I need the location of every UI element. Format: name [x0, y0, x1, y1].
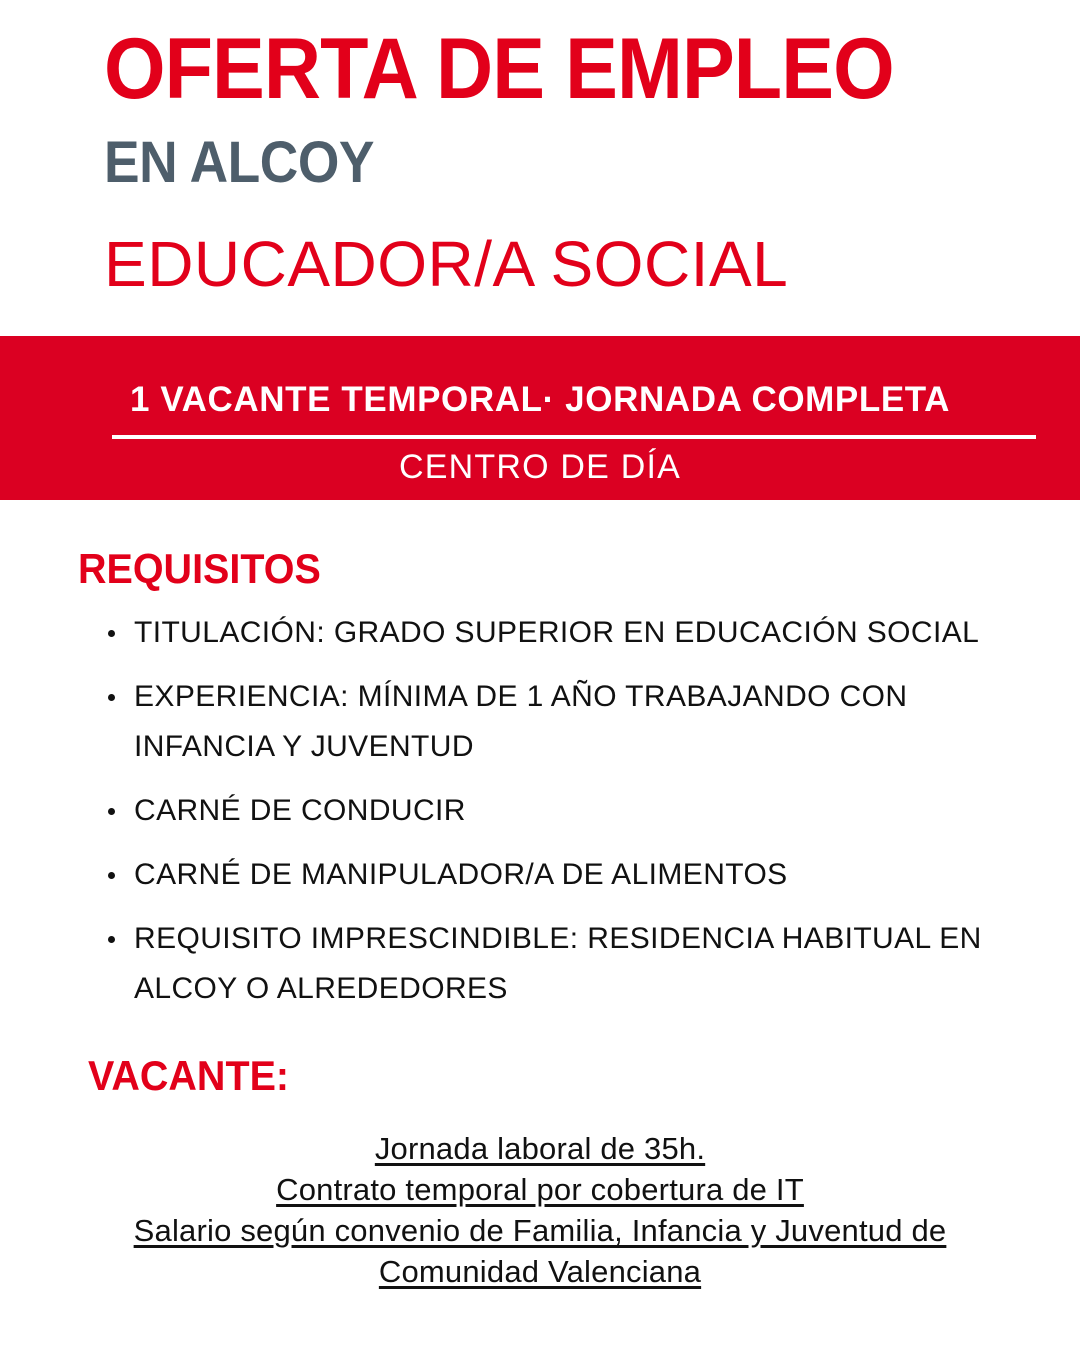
- vacante-detail-text: Jornada laboral de 35h.: [374, 1131, 706, 1166]
- vacante-detail-line: [0, 1251, 1080, 1292]
- vacante-detail-line: [0, 1169, 1080, 1210]
- banner-divider: [112, 435, 1036, 439]
- vacante-detail-line: [0, 1210, 1080, 1251]
- bullet-icon: [108, 808, 115, 815]
- requisito-label: REQUISITO IMPRESCINDIBLE: RESIDENCIA HABITUAL EN ALCOY O ALREDEDORES: [134, 922, 982, 1005]
- vacante-detail-text: Comunidad Valenciana: [378, 1254, 702, 1289]
- requisito-label: CARNÉ DE CONDUCIR: [134, 794, 466, 827]
- requisito-label: EXPERIENCIA: MÍNIMA DE 1 AÑO TRABAJANDO CON INFANCIA Y JUVENTUD: [134, 680, 908, 763]
- banner-headline: 1 VACANTE TEMPORAL· JORNADA COMPLETA: [129, 380, 951, 419]
- requisitos-list: [106, 608, 1036, 1028]
- requisito-item: [106, 850, 1036, 900]
- requisito-label: TITULACIÓN: GRADO SUPERIOR EN EDUCACIÓN SOCIAL: [134, 616, 980, 649]
- requisito-item: [106, 608, 1036, 658]
- bullet-icon: [108, 872, 115, 879]
- bullet-icon: [108, 630, 115, 637]
- bullet-icon: [108, 694, 115, 701]
- requisito-item: [106, 786, 1036, 836]
- requisitos-heading: REQUISITOS: [78, 545, 321, 592]
- vacancy-banner: [0, 336, 1080, 500]
- location-subtitle: EN ALCOY: [104, 130, 375, 195]
- page-title: OFERTA DE EMPLEO: [104, 21, 894, 117]
- bullet-icon: [108, 936, 115, 943]
- vacante-detail-text: Salario según convenio de Familia, Infancia y Juventud de: [133, 1213, 947, 1248]
- banner-subtitle: CENTRO DE DÍA: [399, 448, 681, 486]
- vacante-detail-line: [0, 1128, 1080, 1169]
- vacante-detail-text: Contrato temporal por cobertura de IT: [276, 1172, 804, 1207]
- vacante-heading: VACANTE:: [88, 1052, 290, 1099]
- requisito-item: [106, 914, 1036, 1014]
- vacante-details: [0, 1128, 1080, 1292]
- job-role-title: EDUCADOR/A SOCIAL: [104, 228, 789, 300]
- requisito-label: CARNÉ DE MANIPULADOR/A DE ALIMENTOS: [134, 858, 788, 891]
- requisito-item: [106, 672, 1036, 772]
